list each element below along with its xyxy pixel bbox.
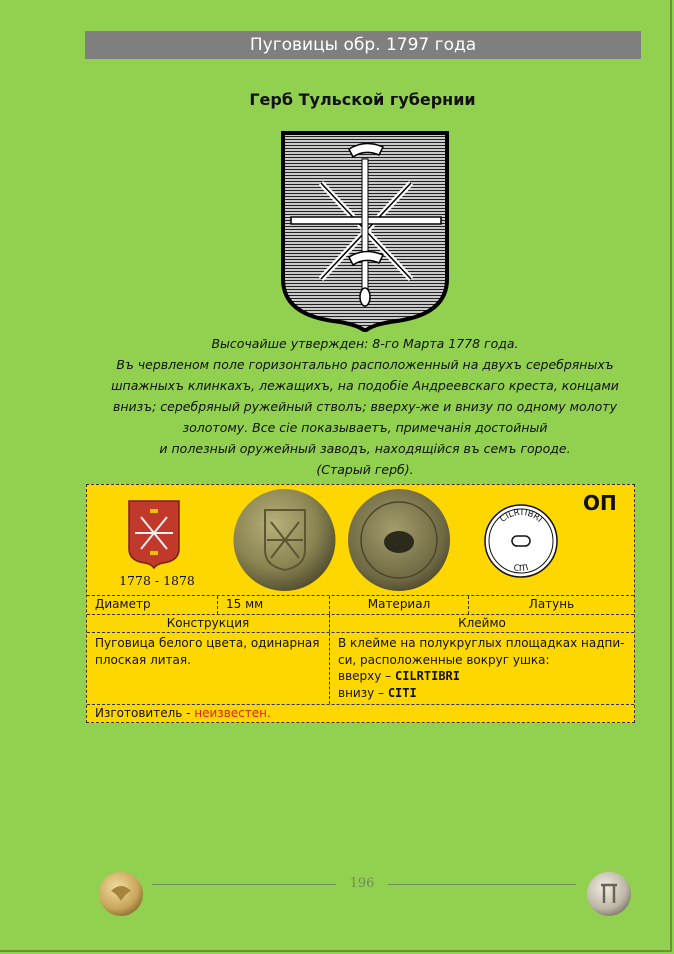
specs-row: [87, 595, 634, 614]
maker-label: Изготовитель -: [95, 706, 195, 720]
footer-divider-right: [388, 884, 576, 885]
mark-top-value: CILRTIBRI: [394, 669, 461, 683]
section-headers-row: [87, 614, 634, 632]
coat-of-arms-description: [95, 333, 635, 480]
description-line: Въ червленом поле горизонтально расположенный на двухъ серебряныхъ: [116, 357, 614, 372]
page-number: 196: [349, 876, 375, 891]
maker-mark-diagram: [483, 503, 559, 579]
maker-info: [87, 705, 634, 723]
maker-row: [87, 704, 634, 723]
diameter-label: Диаметр: [87, 596, 218, 614]
page-header: [85, 31, 641, 59]
description-line: золотому. Все сіе показываетъ, примечанія достойный: [182, 420, 548, 435]
details-row: [87, 632, 634, 704]
description-line: Высочайше утвержден: 8-го Марта 1778 года.: [211, 336, 519, 351]
footer-divider-left: [152, 884, 336, 885]
stamp-top-text: CILRTIBRI: [498, 507, 545, 525]
maker-value: неизвестен.: [194, 706, 271, 720]
mark-text: В клейме на полукруглых площадках надпи-си, расположенные вокруг ушка:: [338, 636, 625, 667]
coat-of-arms-title: Герб Тульской губернии: [249, 90, 476, 109]
coat-of-arms-color-icon: [127, 499, 181, 569]
button-info-card: [86, 484, 635, 723]
header-title: Пуговицы обр. 1797 года: [249, 35, 477, 55]
footer-eagle-button-icon: [98, 871, 144, 917]
mark-header: Клеймо: [458, 616, 506, 630]
material-value: Латунь: [528, 597, 575, 611]
button-back-photo: [346, 488, 452, 592]
construction-text: Пуговица белого цвета, одинарная плоская литая.: [87, 633, 330, 704]
description-line: шпажныхъ клинкахъ, лежащихъ, на подобіе Андреевскаго креста, концами: [111, 378, 619, 393]
mark-top-prefix: вверху –: [338, 669, 395, 683]
button-front-photo: [233, 488, 336, 592]
stamp-bottom-text: CITI: [512, 562, 530, 575]
material-label: Материал: [330, 596, 469, 614]
mark-bottom-line: [338, 685, 626, 702]
coat-of-arms-years: 1778 - 1878: [119, 573, 195, 588]
description-line: и полезный оружейный заводъ, находящійся въ семъ городе.: [159, 441, 571, 456]
svg-text:CITI: [512, 563, 529, 574]
op-badge: ОП: [583, 491, 617, 515]
description-line: (Старый герб).: [316, 462, 414, 477]
mark-bottom-value: CITI: [387, 685, 417, 700]
construction-header: Конструкция: [87, 615, 330, 632]
diameter-value: 15 мм: [218, 596, 330, 614]
tula-coat-of-arms-engraving: [279, 129, 451, 332]
mark-bottom-prefix: внизу –: [338, 685, 388, 700]
footer-monogram-button-icon: [586, 871, 632, 917]
mark-top-line: [338, 668, 626, 685]
description-line: внизъ; серебряный ружейный стволъ; вверху-же и внизу по одному молоту: [112, 399, 617, 414]
mark-description: [330, 633, 634, 704]
